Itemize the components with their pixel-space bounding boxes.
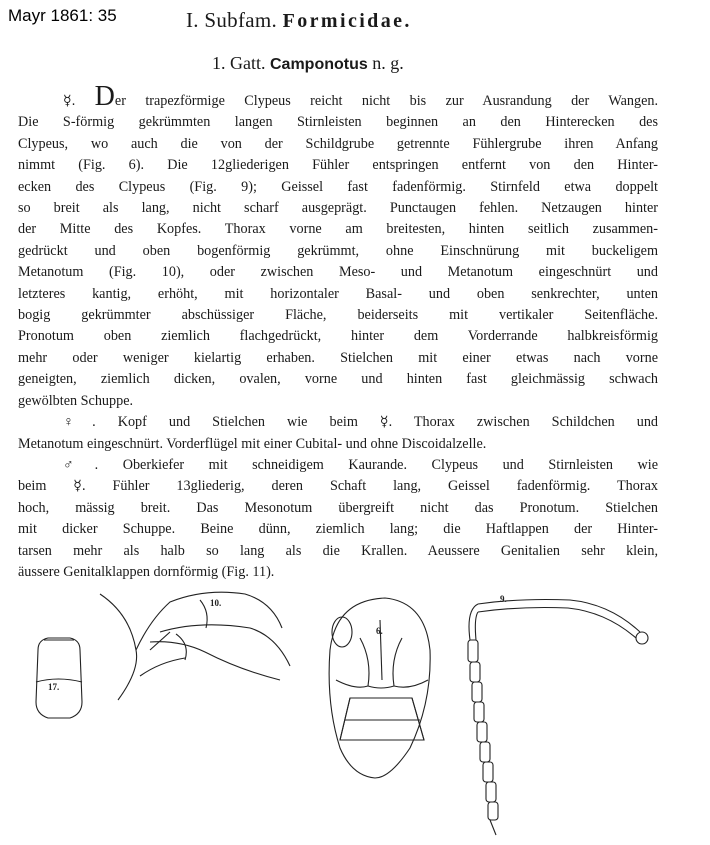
worker-line: mehr oder weniger kielartig erhaben. Stielchen mit einer etwas nach vorne: [18, 349, 658, 366]
fig-6-drawing: [329, 598, 430, 778]
fig-17-label: 17.: [48, 682, 60, 692]
figure-plate: [0, 580, 710, 845]
worker-line: Die S-förmig gekrümmten langen Stirnleisten beginnen an den Hinterecken des: [18, 114, 658, 131]
worker-symbol: ☿.: [63, 93, 76, 109]
worker-line-1: ☿. Der trapezförmige Clypeus reicht nicht bis zur Ausrandung der Wangen.: [63, 81, 659, 112]
worker-line: Clypeus, wo auch die von der Schildgrube getrennte Fühlergrube ihren Anfang: [18, 135, 658, 152]
worker-line: nimmt (Fig. 6). Die 12gliederigen Fühler entspringen entfernt von den Hinter-: [18, 157, 658, 174]
subfamily-prefix: I. Subfam.: [186, 8, 278, 32]
worker-line: letzteres kantig, erhöht, mit horizontaler Basal- und oben senkrechter, unten: [18, 285, 658, 302]
genus-heading: [212, 53, 404, 74]
female-line: Metanotum eingeschnürt. Vorderflügel mit einer Cubital- und ohne Discoidalzelle.: [18, 435, 487, 452]
worker-line: Metanotum (Fig. 10), oder zwischen Meso- und Metanotum eingeschnürt und: [18, 264, 658, 281]
worker-line: der Mitte des Kopfes. Thorax vorne am breitesten, hinten seitlich zusammen-: [18, 221, 658, 238]
source-tag: Mayr 1861: 35: [8, 6, 117, 25]
worker-line: so breit als lang, nicht scharf ausgeprägt. Punctaugen fehlen. Netzaugen hinter: [18, 200, 658, 217]
worker-line: ecken des Clypeus (Fig. 9); Geissel fast fadenförmig. Stirnfeld etwa doppelt: [18, 178, 658, 195]
genus-name: Camponotus: [270, 56, 368, 73]
subfamily-name: Formicidae.: [282, 10, 412, 32]
male-line: hoch, mässig breit. Das Mesonotum übergreift nicht das Pronotum. Stielchen: [18, 499, 658, 516]
male-line: tarsen mehr als halb so lang als die Krallen. Aeussere Genitalien sehr klein,: [18, 542, 658, 559]
genus-suffix: n. g.: [372, 53, 404, 73]
fig-10-label: 10.: [210, 598, 222, 608]
worker-line: bogig gekrümmter abschüssiger Fläche, beiderseits mit vertikaler Seitenfläche.: [18, 307, 658, 324]
fig-17-drawing: [36, 638, 82, 718]
male-symbol: ♂.: [63, 456, 99, 473]
male-line: äussere Genitalklappen dornförmig (Fig. 11).: [18, 563, 275, 580]
female-symbol: ♀.: [63, 414, 96, 431]
male-line-1: ♂. Oberkiefer mit schneidigem Kaurande. Clypeus und Stirnleisten wie: [63, 456, 659, 473]
fig-6-label: 6.: [376, 626, 383, 636]
fig-9-label: 9.: [500, 594, 507, 604]
male-line: mit dicker Schuppe. Beine dünn, ziemlich lang; die Haftlappen der Hinter-: [18, 521, 658, 538]
subfamily-heading: [186, 8, 412, 33]
drop-cap: D: [94, 81, 115, 112]
worker-line: geneigten, ziemlich dicken, ovalen, vorne und hinten fast gleichmässig schwach: [18, 371, 658, 388]
worker-line: gewölbten Schuppe.: [18, 392, 134, 409]
description-text: [18, 81, 659, 583]
genus-prefix: 1. Gatt.: [212, 53, 266, 73]
fig-10-drawing: [100, 592, 290, 700]
worker-line: gedrückt und oben bogenförmig gekrümmt, ohne Einschnürung mit buckeligem: [18, 242, 658, 259]
worker-line: Pronotum oben ziemlich flachgedrückt, hinter dem Vorderrande halbkreisförmig: [18, 328, 658, 345]
female-line-1: ♀. Kopf und Stielchen wie beim ☿. Thorax zwischen Schildchen und: [63, 414, 659, 431]
fig-9-drawing: [468, 594, 648, 835]
male-line: beim ☿. Fühler 13gliederig, deren Schaft lang, Geissel fadenförmig. Thorax: [18, 478, 658, 495]
